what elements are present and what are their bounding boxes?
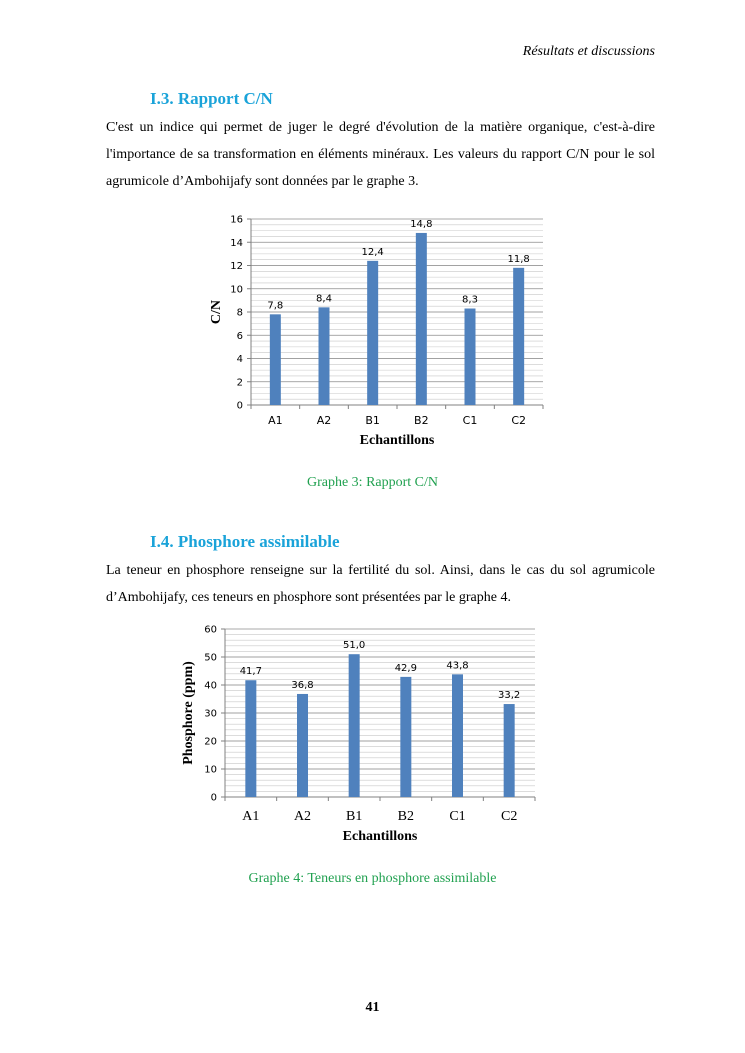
x-category-label: B1 <box>365 414 380 427</box>
y-tick-label: 60 <box>204 624 217 636</box>
chart-phosphorus <box>0 615 745 850</box>
section-title-phosphorus: I.4. Phosphore assimilable <box>150 532 340 551</box>
y-tick-label: 40 <box>204 680 217 692</box>
caption-graph4: Graphe 4: Teneurs en phosphore assimilable <box>248 871 497 886</box>
bar-c1 <box>465 309 476 405</box>
x-category-label: A2 <box>316 414 332 427</box>
x-category-label: C1 <box>449 809 466 824</box>
y-tick-label: 12 <box>230 261 243 272</box>
bar-b2 <box>416 233 427 405</box>
y-tick-label: 16 <box>230 214 243 226</box>
data-label-b2: 42,9 <box>394 662 417 674</box>
x-category-label: C2 <box>500 809 518 824</box>
y-tick-label: 2 <box>236 377 243 389</box>
x-category-label: B1 <box>345 809 363 824</box>
section-title-cn-ratio: I.3. Rapport C/N <box>150 89 273 108</box>
y-tick-label: 20 <box>204 736 217 748</box>
bar-c2 <box>504 704 515 797</box>
x-category-label: A1 <box>268 414 283 427</box>
bar-b2 <box>400 677 411 797</box>
page-number: 41 <box>365 1000 380 1015</box>
x-axis-title: Echantillons <box>359 433 435 448</box>
chart-cn-ratio <box>0 205 745 455</box>
data-label-c1: 43,8 <box>446 660 469 672</box>
y-tick-label: 8 <box>236 307 243 319</box>
y-tick-label: 50 <box>204 652 217 664</box>
data-label-b1: 12,4 <box>361 246 384 258</box>
bar-c2 <box>513 268 524 405</box>
data-label-a1: 41,7 <box>239 666 262 678</box>
x-category-label: B2 <box>397 809 415 824</box>
y-tick-label: 6 <box>236 330 243 342</box>
x-category-label: A2 <box>293 809 312 824</box>
x-category-label: C2 <box>511 414 527 427</box>
x-axis-title: Echantillons <box>342 829 418 844</box>
y-tick-label: 10 <box>230 284 243 296</box>
x-category-label: A1 <box>242 809 260 824</box>
paragraph-cn-ratio: C'est un indice qui permet de juger le degré d'évolution de la matière organique, c'est-à-dire l'importance de sa transformation en éléments minéraux. Les valeurs du rapport C/N pour le sol agrumicole d’Ambohijafy sont données par le graphe 3. <box>106 120 655 189</box>
y-tick-label: 10 <box>204 764 217 776</box>
y-tick-label: 30 <box>204 708 217 720</box>
y-tick-label: 4 <box>236 354 243 365</box>
y-tick-label: 0 <box>210 792 217 804</box>
y-axis-title: C/N <box>209 299 224 325</box>
data-label-b1: 51,0 <box>343 640 366 652</box>
bar-a1 <box>245 680 256 797</box>
data-label-c2: 11,8 <box>507 253 530 265</box>
y-tick-label: 0 <box>236 400 243 412</box>
bar-a2 <box>297 694 308 797</box>
data-label-a2: 8,4 <box>316 293 332 305</box>
x-category-label: C1 <box>462 414 478 427</box>
data-label-a1: 7,8 <box>267 300 284 312</box>
bar-b1 <box>367 261 378 405</box>
running-header: Résultats et discussions <box>522 44 655 59</box>
data-label-c1: 8,3 <box>462 294 478 306</box>
caption-graph3: Graphe 3: Rapport C/N <box>306 475 439 490</box>
x-category-label: B2 <box>414 414 429 427</box>
data-label-c2: 33,2 <box>498 690 521 702</box>
bar-c1 <box>452 674 463 797</box>
y-axis-title: Phosphore (ppm) <box>181 661 196 765</box>
paragraph-phosphorus: La teneur en phosphore renseigne sur la fertilité du sol. Ainsi, dans le cas du sol agrumicole d’Ambohijafy, ces teneurs en phosphore sont présentées par le graphe 4. <box>106 563 655 605</box>
bar-b1 <box>349 654 360 797</box>
y-tick-label: 14 <box>230 237 243 249</box>
data-label-a2: 36,8 <box>291 679 314 691</box>
bar-a1 <box>270 314 281 405</box>
data-label-b2: 14,8 <box>410 218 433 230</box>
bar-a2 <box>319 307 330 405</box>
